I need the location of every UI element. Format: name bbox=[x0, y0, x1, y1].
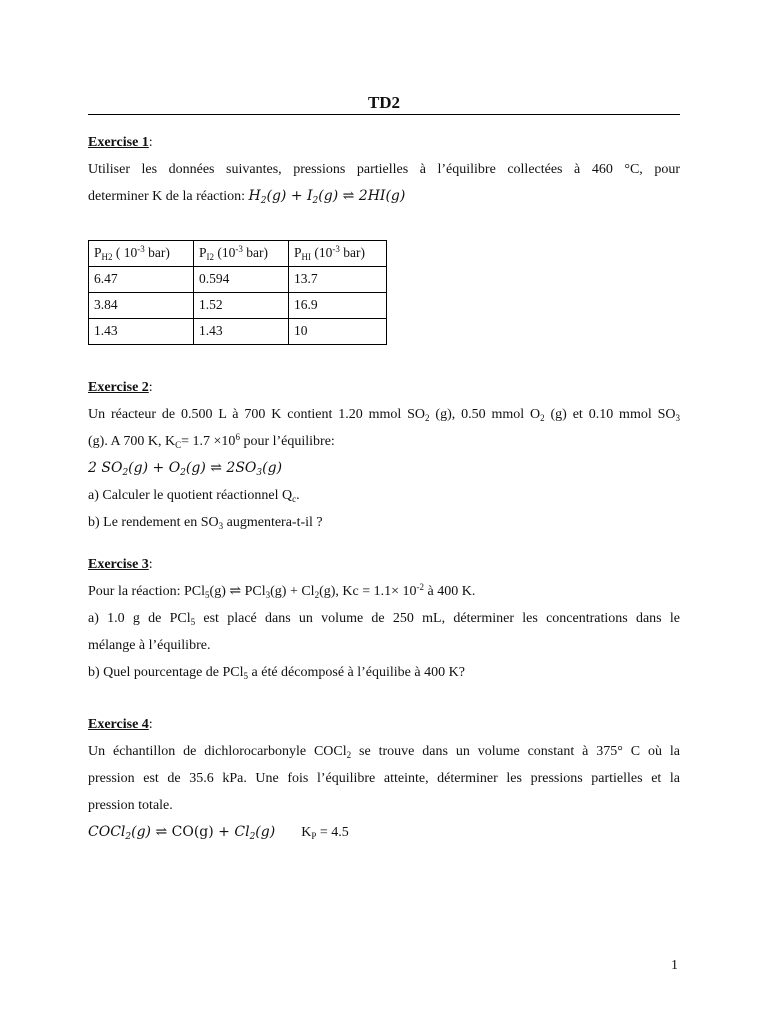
table-cell: 13.7 bbox=[289, 267, 387, 293]
eq-sub: 2 bbox=[180, 468, 186, 478]
text-seg: pour l’équilibre: bbox=[239, 434, 335, 449]
exercise-1-heading: Exercise 1 bbox=[88, 135, 149, 150]
table-header-cell bbox=[194, 241, 289, 267]
exercise-4-heading: Exercise 4 bbox=[88, 717, 149, 732]
exercise-3-line1 bbox=[88, 578, 680, 605]
table-header-cell bbox=[289, 241, 387, 267]
eq-seg: (g) ⇌ bbox=[131, 824, 172, 840]
text-seg: b) Quel pourcentage de PCl bbox=[88, 665, 244, 680]
title-rule bbox=[88, 114, 680, 115]
exercise-4-colon: : bbox=[148, 717, 153, 732]
eq-sub: 3 bbox=[256, 468, 263, 478]
exercise-3-item-b bbox=[88, 659, 680, 686]
header-seg: P bbox=[199, 245, 207, 260]
text-sub: 2 bbox=[314, 590, 320, 600]
text-seg: = 1.7 ×10 bbox=[181, 434, 236, 449]
exercise-2-equation bbox=[88, 455, 680, 482]
eq-seg: COCl bbox=[88, 824, 126, 840]
text-sub: 3 bbox=[265, 590, 271, 600]
header-seg: bar) bbox=[144, 245, 170, 260]
table-row bbox=[89, 267, 387, 293]
eq-seg: (g) ⇌ 2SO bbox=[185, 460, 257, 476]
header-seg: bar) bbox=[339, 245, 365, 260]
text-sub: 2 bbox=[425, 413, 430, 423]
exercise-2 bbox=[88, 374, 680, 536]
text-seg: (g). A 700 K, K bbox=[88, 434, 176, 449]
text-seg: (g) ⇌ PCl bbox=[209, 584, 266, 599]
text-sub: c bbox=[292, 494, 297, 504]
table-cell: 16.9 bbox=[289, 293, 387, 319]
header-seg: bar) bbox=[242, 245, 268, 260]
eq-sub: 2 bbox=[260, 196, 267, 206]
exercise-4-line1 bbox=[88, 738, 680, 765]
text-seg: . bbox=[296, 488, 300, 503]
text-sup: -2 bbox=[416, 582, 425, 592]
header-sup: -3 bbox=[137, 244, 145, 254]
exercise-2-heading: Exercise 2 bbox=[88, 380, 149, 395]
header-sub: I2 bbox=[206, 252, 215, 262]
exercise-2-colon: : bbox=[148, 380, 153, 395]
exercise-1-line2 bbox=[88, 183, 680, 210]
text-seg: est placé dans un volume de 250 mL, déterminer les concentrations dans le bbox=[195, 611, 680, 626]
text-sub: 3 bbox=[675, 413, 681, 423]
text-seg: Un réacteur de 0.500 L à 700 K contient 1.20 mmol SO bbox=[88, 407, 426, 422]
exercise-3-heading: Exercise 3 bbox=[88, 557, 149, 572]
text-sub: 2 bbox=[346, 750, 352, 760]
header-sub: HI bbox=[301, 252, 312, 262]
text-seg: b) Le rendement en SO bbox=[88, 515, 219, 530]
text-seg: = 4.5 bbox=[316, 825, 349, 840]
text-sub: 5 bbox=[190, 617, 196, 627]
table-cell: 10 bbox=[289, 319, 387, 345]
header-seg: (10 bbox=[311, 245, 333, 260]
table-header-cell bbox=[89, 241, 194, 267]
table-header-row bbox=[89, 241, 387, 267]
page-title: TD2 bbox=[367, 93, 401, 112]
text-sub: 3 bbox=[218, 521, 224, 531]
eq-seg: (g) bbox=[255, 824, 276, 840]
table-cell: 1.52 bbox=[194, 293, 289, 319]
exercise-1-line2-text: determiner K de la réaction: bbox=[88, 189, 249, 204]
header-seg: P bbox=[94, 245, 102, 260]
eq-seg: (g) + I bbox=[266, 188, 313, 204]
eq-seg: + Cl bbox=[213, 824, 250, 840]
exercise-3 bbox=[88, 551, 680, 686]
eq-seg: CO(g) bbox=[171, 824, 214, 840]
text-seg: a été décomposé à l’équilibe à 400 K? bbox=[248, 665, 465, 680]
eq-seg: (g) bbox=[262, 460, 283, 476]
text-sub: C bbox=[175, 440, 182, 450]
exercise-4-equation-line bbox=[88, 819, 680, 846]
exercise-2-line1 bbox=[88, 401, 680, 428]
header-sub: H2 bbox=[101, 252, 113, 262]
text-seg: Un échantillon de dichlorocarbonyle COCl bbox=[88, 744, 347, 759]
table-cell: 3.84 bbox=[89, 293, 194, 319]
eq-sub: 2 bbox=[125, 832, 132, 842]
table-cell: 1.43 bbox=[194, 319, 289, 345]
exercise-1-colon: : bbox=[148, 135, 153, 150]
table-cell: 6.47 bbox=[89, 267, 194, 293]
eq-seg: H bbox=[248, 188, 261, 204]
eq-sub: 2 bbox=[122, 468, 129, 478]
exercise-4-line2: pression est de 35.6 kPa. Une fois l’équilibre atteinte, déterminer les pressions partielles et la bbox=[88, 771, 680, 786]
eq-seg: 2 SO bbox=[88, 460, 123, 476]
header-sup: -3 bbox=[332, 244, 340, 254]
text-sub: 5 bbox=[205, 590, 210, 600]
pressure-table bbox=[88, 240, 387, 345]
eq-seg: (g) ⇌ 2HI(g) bbox=[318, 188, 406, 204]
eq-sub: 2 bbox=[312, 196, 319, 206]
exercise-1 bbox=[88, 129, 680, 210]
exercise-1-line1: Utiliser les données suivantes, pressions partielles à l’équilibre collectées à 460 °C, pour bbox=[88, 162, 680, 177]
text-seg: (g) et 0.10 mmol SO bbox=[544, 407, 676, 422]
header-seg: ( 10 bbox=[112, 245, 138, 260]
header-sup: -3 bbox=[235, 244, 243, 254]
header-seg: (10 bbox=[214, 245, 236, 260]
text-seg: augmentera-t-il ? bbox=[223, 515, 323, 530]
page-number: 1 bbox=[671, 958, 678, 973]
text-seg: à 400 K. bbox=[424, 584, 476, 599]
text-seg: a) 1.0 g de PCl bbox=[88, 611, 191, 626]
kp-value bbox=[301, 825, 349, 840]
text-sub: 2 bbox=[540, 413, 545, 423]
text-seg: (g), Kc = 1.1× 10 bbox=[319, 584, 417, 599]
exercise-2-item-a bbox=[88, 482, 680, 509]
text-seg: se trouve dans un volume constant à 375° C où la bbox=[351, 744, 680, 759]
exercise-4 bbox=[88, 711, 680, 846]
text-seg: Pour la réaction: PCl bbox=[88, 584, 206, 599]
exercise-1-equation bbox=[249, 188, 406, 204]
table-row bbox=[89, 293, 387, 319]
text-sup: 6 bbox=[235, 432, 240, 442]
text-sub: P bbox=[311, 831, 317, 841]
exercise-3-colon: : bbox=[148, 557, 153, 572]
exercise-4-equation bbox=[88, 824, 275, 840]
text-seg: a) Calculer le quotient réactionnel Q bbox=[88, 488, 293, 503]
exercise-2-item-b bbox=[88, 509, 680, 536]
table-cell: 1.43 bbox=[89, 319, 194, 345]
header-seg: P bbox=[294, 245, 302, 260]
table-row bbox=[89, 319, 387, 345]
text-seg: K bbox=[301, 825, 312, 840]
eq-sub: 2 bbox=[249, 832, 256, 842]
exercise-3-item-a-line2: mélange à l’équilibre. bbox=[88, 638, 211, 653]
text-sub: 5 bbox=[243, 671, 249, 681]
text-seg: (g), 0.50 mmol O bbox=[429, 407, 541, 422]
eq-seg: (g) + O bbox=[128, 460, 181, 476]
exercise-4-line3: pression totale. bbox=[88, 798, 173, 813]
table-cell: 0.594 bbox=[194, 267, 289, 293]
exercise-2-line2 bbox=[88, 428, 680, 455]
exercise-3-item-a-line1 bbox=[88, 605, 680, 632]
text-seg: (g) + Cl bbox=[270, 584, 315, 599]
